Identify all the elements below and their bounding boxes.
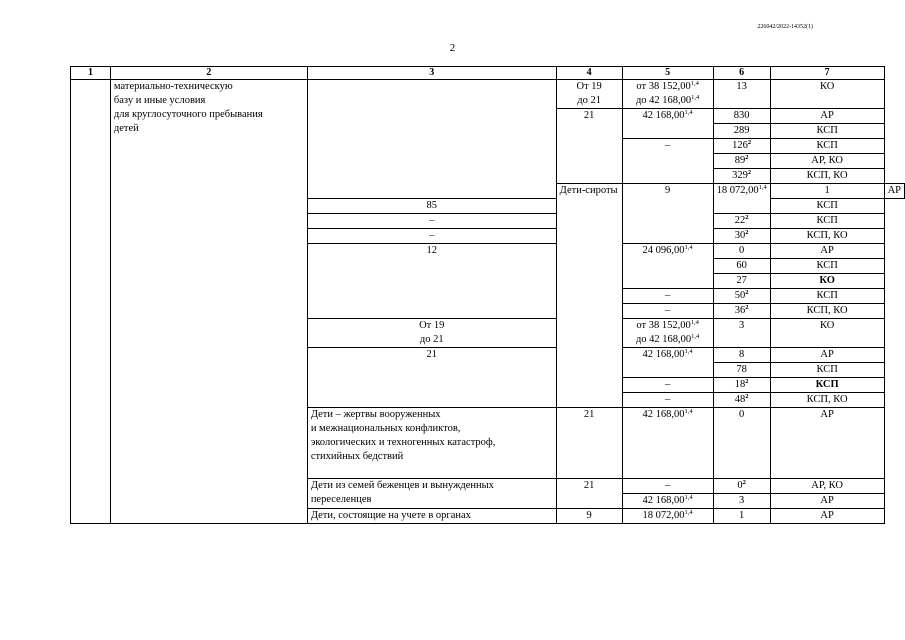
category-line: Дети из семей беженцев и вынужденных bbox=[310, 480, 494, 491]
age-cell: 21 bbox=[556, 109, 622, 184]
code-cell: КСП bbox=[770, 259, 884, 274]
cost-cell bbox=[622, 494, 713, 509]
code-cell: КО bbox=[770, 274, 884, 289]
footnote-mark: 2 bbox=[747, 139, 752, 146]
header-cell: 2 bbox=[110, 67, 307, 80]
code-cell: КСП bbox=[770, 124, 884, 139]
quantity-cell: 1 bbox=[713, 509, 770, 524]
age-cell: 12 bbox=[307, 244, 556, 319]
quantity-cell: 60 bbox=[713, 259, 770, 274]
footnote-mark: 2 bbox=[745, 154, 749, 161]
cost-cell: – bbox=[622, 393, 713, 408]
age-to: до 21 bbox=[419, 334, 444, 345]
quantity-cell: 289 bbox=[713, 124, 770, 139]
age-to: до 21 bbox=[577, 95, 601, 106]
cost-from: от 38 152,00 bbox=[636, 320, 691, 331]
footnote-mark: 2 bbox=[742, 479, 746, 486]
footnote-mark: 1,4 bbox=[684, 109, 693, 116]
quantity-cell: $22^2$ bbox=[713, 214, 770, 229]
age-cell: 21 bbox=[307, 348, 556, 408]
category-cell bbox=[307, 479, 556, 509]
quantity-cell: 0 bbox=[713, 244, 770, 259]
footnote-mark: 2 bbox=[745, 378, 749, 385]
header-row bbox=[71, 67, 905, 80]
footnote-mark: 2 bbox=[745, 393, 749, 400]
cost-cell bbox=[622, 319, 713, 348]
footnote-mark: 1,4 bbox=[690, 319, 699, 326]
cost-to: до 42 168,00 bbox=[635, 95, 692, 106]
cost-to: до 42 168,00 bbox=[635, 334, 692, 345]
code-cell: АР, КО bbox=[770, 479, 884, 494]
quantity-cell: $0^2$ bbox=[713, 479, 770, 494]
quantity-cell: 85 bbox=[307, 199, 556, 214]
code-cell: КСП bbox=[770, 289, 884, 304]
cost-cell: – bbox=[307, 229, 556, 244]
header-cell: 1 bbox=[71, 67, 111, 80]
cost-value: 42 168,00 bbox=[642, 349, 685, 360]
cost-cell: – bbox=[622, 378, 713, 393]
footnote-mark: 2 bbox=[745, 229, 749, 236]
description-line: материально-техническую bbox=[113, 81, 233, 92]
quantity-cell: 3 bbox=[713, 319, 770, 348]
quantity-cell: $126^2$ bbox=[713, 139, 770, 154]
code-cell: АР bbox=[770, 494, 884, 509]
column-1-cell bbox=[71, 80, 111, 524]
footnote-mark: 2 bbox=[745, 214, 749, 221]
cost-value: 42 168,00 bbox=[642, 409, 685, 420]
category-line: Дети – жертвы вооруженных bbox=[310, 409, 441, 420]
cost-cell bbox=[622, 244, 713, 289]
header-cell: 5 bbox=[622, 67, 713, 80]
code-cell: АР bbox=[770, 408, 884, 479]
quantity-cell: 78 bbox=[713, 363, 770, 378]
footnote-mark: 1,4 bbox=[691, 94, 700, 101]
code-cell: КСП, КО bbox=[770, 229, 884, 244]
footnote-mark: 2 bbox=[747, 169, 752, 176]
description-line: детей bbox=[113, 123, 139, 134]
data-table bbox=[70, 66, 905, 524]
age-from: От 19 bbox=[419, 320, 445, 331]
cost-value: 18 072,00 bbox=[716, 185, 759, 196]
age-cell bbox=[307, 319, 556, 348]
footnote-mark: 1,4 bbox=[758, 184, 767, 191]
category-cell bbox=[307, 80, 556, 199]
age-cell: 9 bbox=[622, 184, 713, 244]
code-cell: АР bbox=[770, 109, 884, 124]
category-line: переселенцев bbox=[310, 494, 372, 505]
footnote-mark: 1,4 bbox=[684, 509, 693, 516]
code-cell: АР bbox=[770, 348, 884, 363]
age-cell: 9 bbox=[556, 509, 622, 524]
code-cell: КСП bbox=[770, 199, 884, 214]
category-line: и межнациональных конфликтов, bbox=[310, 423, 461, 434]
quantity-cell: 3 bbox=[713, 494, 770, 509]
document-number: 226042/2022-14352(1) bbox=[757, 24, 813, 30]
quantity-cell: 1 bbox=[770, 184, 884, 199]
cost-cell: – bbox=[622, 289, 713, 304]
cost-cell: – bbox=[307, 214, 556, 229]
cost-cell bbox=[622, 348, 713, 378]
description-line: для круглосуточного пребывания bbox=[113, 109, 263, 120]
footnote-mark: 1,4 bbox=[690, 80, 699, 87]
cost-from: от 38 152,00 bbox=[636, 81, 691, 92]
code-cell: КСП bbox=[770, 378, 884, 393]
cost-cell bbox=[713, 184, 770, 214]
cost-value: 42 168,00 bbox=[642, 495, 685, 506]
age-cell bbox=[556, 80, 622, 109]
code-cell: КСП, КО bbox=[770, 304, 884, 319]
quantity-cell: $89^2$ bbox=[713, 154, 770, 169]
quantity-cell: 27 bbox=[713, 274, 770, 289]
quantity-cell: $48^2$ bbox=[713, 393, 770, 408]
quantity-cell: $36^2$ bbox=[713, 304, 770, 319]
cost-value: 24 096,00 bbox=[642, 245, 685, 256]
page-number: 2 bbox=[449, 42, 456, 54]
footnote-mark: 2 bbox=[745, 289, 749, 296]
category-line: стихийных бедствий bbox=[310, 451, 404, 462]
code-cell: КСП, КО bbox=[770, 169, 884, 184]
footnote-mark: 1,4 bbox=[684, 348, 693, 355]
category-line: экологических и техногенных катастроф, bbox=[310, 437, 496, 448]
code-cell: АР bbox=[884, 184, 904, 199]
footnote-mark: 1,4 bbox=[684, 408, 693, 415]
cost-cell: – bbox=[622, 139, 713, 184]
cost-value: 18 072,00 bbox=[642, 510, 685, 521]
code-cell: КСП bbox=[770, 214, 884, 229]
cost-cell: – bbox=[622, 304, 713, 319]
header-cell: 6 bbox=[713, 67, 770, 80]
category-cell: Дети-сироты bbox=[556, 184, 622, 408]
code-cell: АР bbox=[770, 509, 884, 524]
quantity-cell: $18^2$ bbox=[713, 378, 770, 393]
age-cell: 21 bbox=[556, 408, 622, 479]
footnote-mark: 1,4 bbox=[684, 494, 693, 501]
footnote-mark: 1,4 bbox=[684, 244, 693, 251]
code-cell: АР, КО bbox=[770, 154, 884, 169]
header-cell: 7 bbox=[770, 67, 884, 80]
cost-cell bbox=[622, 80, 713, 109]
code-cell: КСП bbox=[770, 363, 884, 378]
quantity-cell: 0 bbox=[713, 408, 770, 479]
age-cell: 21 bbox=[556, 479, 622, 509]
service-description-cell bbox=[110, 80, 307, 524]
cost-value: 42 168,00 bbox=[642, 110, 685, 121]
footnote-mark: 2 bbox=[745, 304, 749, 311]
category-cell bbox=[307, 408, 556, 479]
quantity-cell: $30^2$ bbox=[713, 229, 770, 244]
code-cell: КСП, КО bbox=[770, 393, 884, 408]
description-line: базу и иные условия bbox=[113, 95, 206, 106]
cost-cell: – bbox=[622, 479, 713, 494]
quantity-cell: 13 bbox=[713, 80, 770, 109]
code-cell: АР bbox=[770, 244, 884, 259]
category-cell: Дети, состоящие на учете в органах bbox=[307, 509, 556, 524]
quantity-cell: 830 bbox=[713, 109, 770, 124]
quantity-cell: 8 bbox=[713, 348, 770, 363]
header-cell: 4 bbox=[556, 67, 622, 80]
age-from: От 19 bbox=[576, 81, 602, 92]
cost-cell bbox=[622, 509, 713, 524]
header-cell: 3 bbox=[307, 67, 556, 80]
footnote-mark: 1,4 bbox=[691, 333, 700, 340]
quantity-cell: $50^2$ bbox=[713, 289, 770, 304]
cost-cell bbox=[622, 109, 713, 139]
cost-cell bbox=[622, 408, 713, 479]
code-cell: КО bbox=[770, 80, 884, 109]
code-cell: КСП bbox=[770, 139, 884, 154]
code-cell: КО bbox=[770, 319, 884, 348]
quantity-cell: $329^2$ bbox=[713, 169, 770, 184]
table-row bbox=[71, 80, 905, 109]
